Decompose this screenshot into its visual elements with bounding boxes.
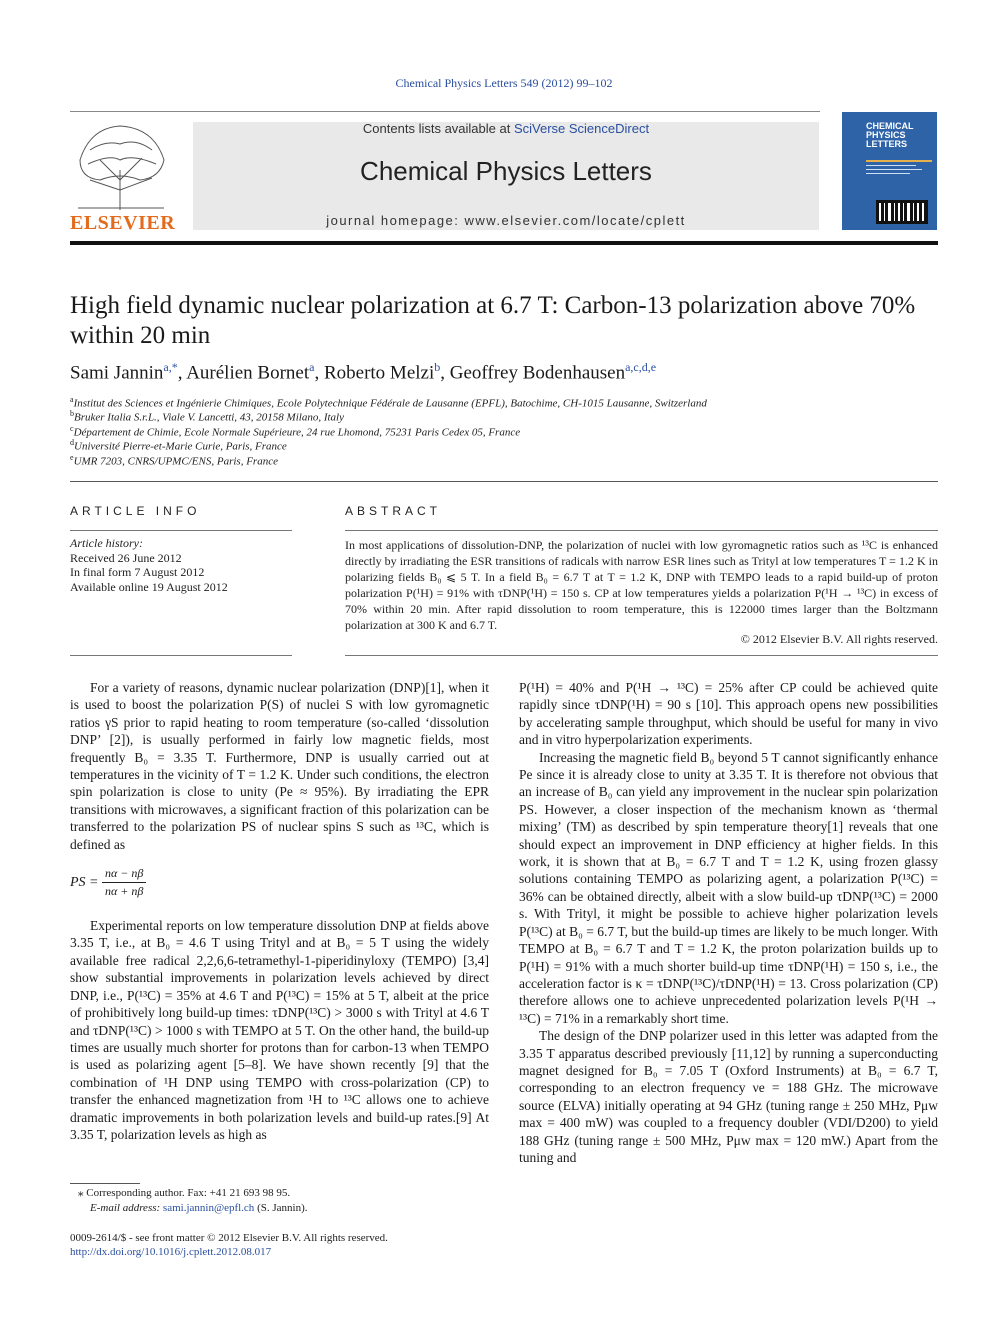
equation-numerator: nα − nβ xyxy=(102,865,146,883)
sciencedirect-link[interactable]: SciVerse ScienceDirect xyxy=(513,121,650,136)
footnote xyxy=(70,1186,490,1216)
author-list: Sami Jannin$^{a,*}$, Aurélien Bornet$^a$, Roberto Melzi$^b$, Geoffrey Bodenhausen$^{a,c,d,e}$ xyxy=(70,360,657,384)
affiliation: $^a$Institut des Sciences et Ingénierie Chimiques, Ecole Polytechnique Fédérale de Lausanne (EPFL), Batochime, CH-1015 Lausanne, Switzerland xyxy=(70,395,707,410)
article-info-heading: ARTICLE INFO xyxy=(70,504,201,518)
body-paragraph: For a variety of reasons, dynamic nuclear polarization (DNP)[1], when it is used to boost the polarization P(S) of nuclei S with low gyromagnetic ratios γS prior to rapid heating to room temperature (so-called ‘dissolution DNP’ [2]), is usually performed in fairly low magnetic fields, most frequently B₀ = 3.35 T. Furthermore, DNP is usually carried out at temperatures in the vicinity of T = 1.2 K. Under such conditions, the electron spin polarization is close to unity (Pe ≈ 95%). By irradiating the EPR transitions with microwaves, a significant fraction of this polarization can be transferred to the polarization PS of nuclear spins S such as ¹³C, which is defined as xyxy=(70,680,489,852)
affiliation: $^e$UMR 7203, CNRS/UPMC/ENS, Paris, France xyxy=(70,453,278,468)
final-form-date: In final form 7 August 2012 xyxy=(70,565,205,579)
cover-barcode xyxy=(876,200,928,224)
cover-title: CHEMICAL PHYSICS LETTERS xyxy=(866,121,914,149)
author-affil-marker[interactable]: b xyxy=(434,360,441,374)
bottom-info xyxy=(70,1231,490,1259)
history-label: Article history: xyxy=(70,536,143,550)
body-column-right xyxy=(519,679,938,1166)
email-label: E-mail address: xyxy=(90,1202,161,1214)
equation-denominator: nα + nβ xyxy=(105,884,144,899)
contents-line xyxy=(193,121,819,136)
affiliation: $^c$Département de Chimie, Ecole Normale Supérieure, 24 rue Lhomond, 75231 Paris Cedex 05, France xyxy=(70,424,521,439)
corresponding-author-note: ⁎ Corresponding author. Fax: +41 21 693 98 95. xyxy=(78,1187,291,1199)
email-link[interactable]: sami.jannin@epfl.ch xyxy=(162,1202,255,1214)
abstract-text: In most applications of dissolution-DNP, the polarization of nuclei with low gyromagnetic ratios such as ¹³C is enhanced directly by irradiating the ESR transitions of radicals with narrow ESR lines such as Trityl at low temperatures T = 1.2 K in polarizing fields B₀ ⩽ 5 T. In a field B₀ = 6.7 T at T = 1.2 K, DNP with TEMPO leads to a rapid build-up of proton polarization P(¹H) = 91% with τDNP(¹H) = 150 s. CP at low temperatures yields a polarization P(¹H → ¹³C) in excess of 70% within 20 min. After rapid dissolution to room temperature, this is 122000 times larger than the Boltzmann polarization at 300 K and 6.7 T. xyxy=(345,538,938,632)
journal-homepage[interactable]: journal homepage: www.elsevier.com/locate/cplett xyxy=(326,213,686,228)
body-paragraph: Experimental reports on low temperature dissolution DNP at fields above 3.35 T, i.e., at B₀ = 4.6 T using Trityl and at B₀ = 5 T using the widely available free radical 2,2,6,6-tetramethyl-1-piperidinyloxy (TEMPO) [3,4] show substantial improvements in polarization levels achieved by direct DNP, i.e., P(¹³C) = 35% at 4.6 T and P(¹³C) = 15% at 5 T, albeit at the price of prohibitively long build-up times: τDNP(¹³C) > 3000 s with Trityl at 4.6 T and τDNP(¹³C) > 1000 s with TEMPO at 5 T. On the other hand, the build-up times are usually much shorter for protons than for carbon-13 when TEMPO is used as polarizing agent [5–8]. We have shown recently [9] that the combination of ¹H DNP using TEMPO with cross-polarization (CP) to transfer the enhanced magnetization from ¹H to ¹³C allows one to achieve dramatic improvements in both polarization levels and build-up rates.[9] At 3.35 T, polarization levels as high as xyxy=(70,918,489,1142)
online-date: Available online 19 August 2012 xyxy=(70,579,228,594)
author-name[interactable]: Roberto Melzi xyxy=(323,362,435,384)
equation-block xyxy=(70,853,489,917)
email-suffix: (S. Jannin). xyxy=(254,1202,308,1214)
author-name[interactable]: Aurélien Bornet xyxy=(186,362,310,384)
author-name[interactable]: Sami Jannin xyxy=(70,362,164,384)
footnote-rule xyxy=(70,1183,140,1184)
received-date: Received 26 June 2012 xyxy=(70,550,182,565)
article-info-bottom-rule xyxy=(70,655,292,656)
section-divider xyxy=(70,481,938,482)
affiliation: $^d$Université Pierre-et-Marie Curie, Paris, France xyxy=(70,438,287,453)
doi-link[interactable]: http://dx.doi.org/10.1016/j.cplett.2012.08.017 xyxy=(70,1246,272,1258)
contents-prefix: Contents lists available at xyxy=(362,121,514,136)
abstract-rule xyxy=(345,530,938,531)
email-note xyxy=(70,1201,490,1216)
header-top-rule xyxy=(70,111,820,112)
author-name[interactable]: Geoffrey Bodenhausen xyxy=(449,362,626,384)
body-paragraph: P(¹H) = 40% and P(¹H → ¹³C) = 25% after CP could be achieved quite rapidly since τDNP(¹H) = 90 s [10]. This approach opens new possibilities by accelerating sample throughput, which should be useful for many in vivo and in vitro hyperpolarization experiments. xyxy=(519,680,938,748)
abstract-copyright: © 2012 Elsevier B.V. All rights reserved. xyxy=(740,632,938,646)
equation-lhs: PS = xyxy=(70,875,99,891)
abstract-bottom-rule xyxy=(345,655,938,656)
abstract-heading: ABSTRACT xyxy=(345,504,442,518)
body-paragraph: Increasing the magnetic field B₀ beyond 5 T cannot significantly enhance Pe since it is already close to unity at 3.35 T. It is therefore not obvious that an increase of B₀ can yield any improvement in the nuclear spin polarization PS. However, a closer inspection of the mechanism known as ‘thermal mixing’ (TM) as described by spin temperature theory[1] reveals that one should expect an improvement in DNP efficiency at higher fields. In this work, it is shown that at B₀ = 6.7 T and T = 1.2 K, using frozen glassy solutions containing TEMPO as polarizing agent, a polarization P(¹³C) = 36% can be obtained directly, albeit with a slow build-up τDNP(¹³C) = 2000 s. With Trityl, it might be possible to achieve higher polarization levels P(¹³C) at B₀ = 6.7 T, but the build-up times are likely to be much longer. With TEMPO at B₀ = 6.7 T and T = 1.2 K, the proton polarization builds up to P(¹H) = 91% with a much shorter build-up time τDNP(¹H) = 150 s, i.e., the acceleration factor is κ = τDNP(¹³C)/τDNP(¹H) = 13. Cross polarization (CP) therefore allows one to achieve unprecedented polarization levels P(¹H → ¹³C) = 71% in a remarkably short time. xyxy=(519,749,938,1026)
author-affil-marker[interactable]: a,* xyxy=(163,360,178,374)
affiliation: $^b$Bruker Italia S.r.L., Viale V. Lancetti, 43, 20158 Milano, Italy xyxy=(70,409,344,424)
journal-cover-thumbnail xyxy=(842,112,937,230)
issn-line: 0009-2614/$ - see front matter © 2012 Elsevier B.V. All rights reserved. xyxy=(70,1232,388,1244)
author-affil-marker[interactable]: a xyxy=(309,360,315,374)
equation-fraction xyxy=(102,865,146,901)
author-affil-marker[interactable]: a,c,d,e xyxy=(625,360,657,374)
article-title: High field dynamic nuclear polarization at 6.7 T: Carbon-13 polarization above 70% within 20 min xyxy=(70,292,916,349)
journal-citation[interactable]: Chemical Physics Letters 549 (2012) 99–102 xyxy=(395,76,613,90)
article-history xyxy=(70,536,292,594)
header-bottom-rule xyxy=(70,241,938,245)
body-column-left xyxy=(70,679,489,1143)
body-paragraph: The design of the DNP polarizer used in this letter was adapted from the 3.35 T apparatus described previously [11,12] by running a superconducting magnet designed for B₀ = 7.05 T (Oxford Instruments) at B₀ = 6.7 T, corresponding to an electron frequency νe = 188 GHz. The microwave source (ELVA) initially operating at 94 GHz (tuning range ± 250 MHz, Pμw max = 400 mW) was coupled to a frequency doubler (VDI/D200) to yield 188 GHz (tuning range ± 500 MHz, Pμw max = 120 mW.) Apart from the tuning and xyxy=(519,1028,938,1165)
cover-graphic xyxy=(866,160,932,178)
article-info-rule xyxy=(70,530,292,531)
journal-title: Chemical Physics Letters xyxy=(360,156,652,186)
elsevier-wordmark: ELSEVIER xyxy=(70,212,176,234)
